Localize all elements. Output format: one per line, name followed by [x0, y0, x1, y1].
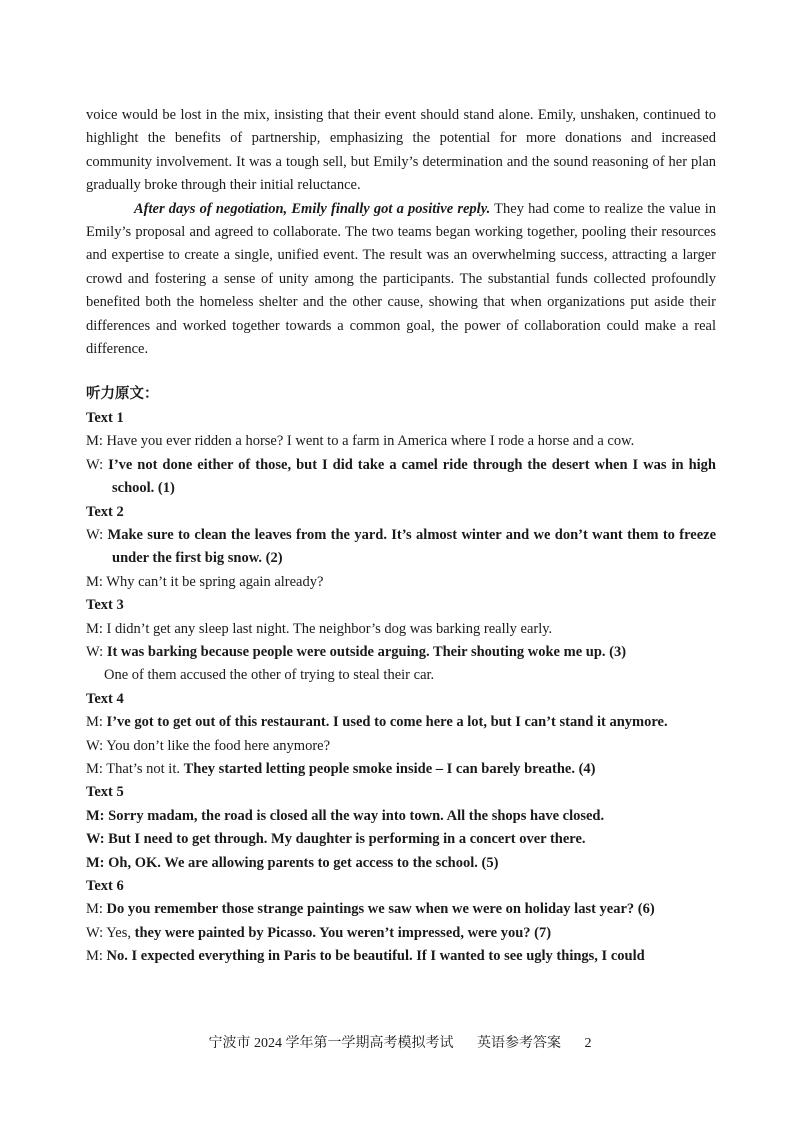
dialogue-line — [86, 758, 716, 781]
transcript-section — [86, 875, 716, 969]
section-label: Text 4 — [86, 690, 124, 707]
transcript-section — [86, 407, 716, 501]
dialogue-text: M: Why can’t it be spring again already? — [86, 573, 324, 590]
footer-subject: 英语参考答案 — [477, 1036, 561, 1051]
transcript-section — [86, 501, 716, 595]
dialogue-line — [86, 852, 716, 875]
footer-exam-title: 宁波市 2024 学年第一学期高考模拟考试 — [208, 1036, 454, 1051]
dialogue-answer-text: It was barking because people were outside arguing. Their shouting woke me up. (3) — [106, 643, 627, 660]
dialogue-answer-text: No. I expected everything in Paris to be beautiful. If I wanted to see ugly things, I could — [106, 948, 645, 965]
footer-page-number: 2 — [584, 1036, 592, 1051]
dialogue-line — [86, 641, 716, 664]
dialogue-text: W: — [86, 643, 107, 660]
section-label: Text 5 — [86, 784, 124, 801]
dialogue-answer-text: W: But I need to get through. My daughter is performing in a concert over there. — [86, 831, 586, 848]
essay-paragraph-2-lead: After days of negotiation, Emily finally got a positive reply. — [134, 200, 491, 217]
page-content — [86, 104, 716, 969]
dialogue-answer-text: they were painted by Picasso. You weren’t impressed, were you? (7) — [134, 924, 552, 941]
dialogue-answer-text: M: Sorry madam, the road is closed all the way into town. All the shops have closed. — [86, 807, 605, 824]
dialogue-answer-text: They started letting people smoke inside – I can barely breathe. (4) — [183, 760, 596, 777]
dialogue-line — [86, 571, 716, 594]
dialogue-text: W: — [86, 456, 109, 473]
dialogue-answer-text: Do you remember those strange paintings we saw when we were on holiday last year? (6) — [106, 901, 655, 918]
dialogue-text: W: You don’t like the food here anymore? — [86, 737, 331, 754]
dialogue-text: M: I didn’t get any sleep last night. The neighbor’s dog was barking really early. — [86, 620, 553, 637]
section-label: Text 6 — [86, 878, 124, 894]
dialogue-text: M: — [86, 714, 107, 731]
dialogue-answer-text: I’ve got to get out of this restaurant. I used to come here a lot, but I can’t stand it anymore. — [106, 714, 668, 731]
dialogue-line — [86, 664, 716, 687]
dialogue-text: W: Yes, — [86, 924, 135, 941]
section-label: Text 2 — [86, 503, 124, 520]
essay-paragraph-2 — [86, 198, 716, 362]
dialogue-line — [86, 945, 716, 968]
dialogue-text: M: — [86, 948, 107, 965]
section-label: Text 3 — [86, 597, 124, 614]
dialogue-text: One of them accused the other of trying to steal their car. — [104, 667, 435, 684]
dialogue-line — [86, 454, 716, 501]
dialogue-line — [86, 898, 716, 921]
transcript-section — [86, 688, 716, 782]
dialogue-line — [86, 922, 716, 945]
essay-paragraph-2-body: They had come to realize the value in Emily’s proposal and agreed to collaborate. The two teams began working together, pooling their resources and expertise to create a single, unified event. The result was an overwhelming success, attracting a larger crowd and fostering a sense of unity among the participants. The substantial funds collected profoundly benefited both the homeless shelter and the other cause, showing that when organizations put aside their differences and worked together towards a common goal, the power of collaboration could make a real difference. — [86, 200, 716, 358]
dialogue-text: M: That’s not it. — [86, 760, 184, 777]
page-footer — [0, 1032, 800, 1052]
essay-paragraph-1: voice would be lost in the mix, insisting that their event should stand alone. Emily, unshaken, continued to highlight the benefits of partnership, emphasizing the potential for more donations and increased community involvement. It was a tough sell, but Emily’s determination and the sound reasoning of her plan gradually broke through their initial reluctance. — [86, 107, 716, 194]
dialogue-answer-text: Make sure to clean the leaves from the yard. It’s almost winter and we don’t want them to freeze under the first big snow. (2) — [107, 526, 716, 567]
dialogue-line — [86, 711, 716, 734]
transcript-heading: 听力原文： — [86, 386, 159, 403]
dialogue-text: W: — [86, 526, 108, 543]
dialogue-line — [86, 828, 716, 851]
dialogue-line — [86, 805, 716, 828]
dialogue-text: M: — [86, 901, 107, 918]
transcript-section — [86, 594, 716, 688]
dialogue-text: M: Have you ever ridden a horse? I went to a farm in America where I rode a horse and a cow. — [86, 433, 635, 450]
dialogue-line — [86, 524, 716, 571]
dialogue-answer-text: M: Oh, OK. We are allowing parents to get access to the school. (5) — [86, 854, 499, 871]
transcript-texts — [86, 407, 716, 969]
section-label: Text 1 — [86, 409, 124, 426]
dialogue-answer-text: I’ve not done either of those, but I did take a camel ride through the desert when I was in high school. (1) — [108, 456, 716, 497]
dialogue-line — [86, 430, 716, 453]
dialogue-line — [86, 735, 716, 758]
dialogue-line — [86, 618, 716, 641]
transcript-section — [86, 781, 716, 875]
